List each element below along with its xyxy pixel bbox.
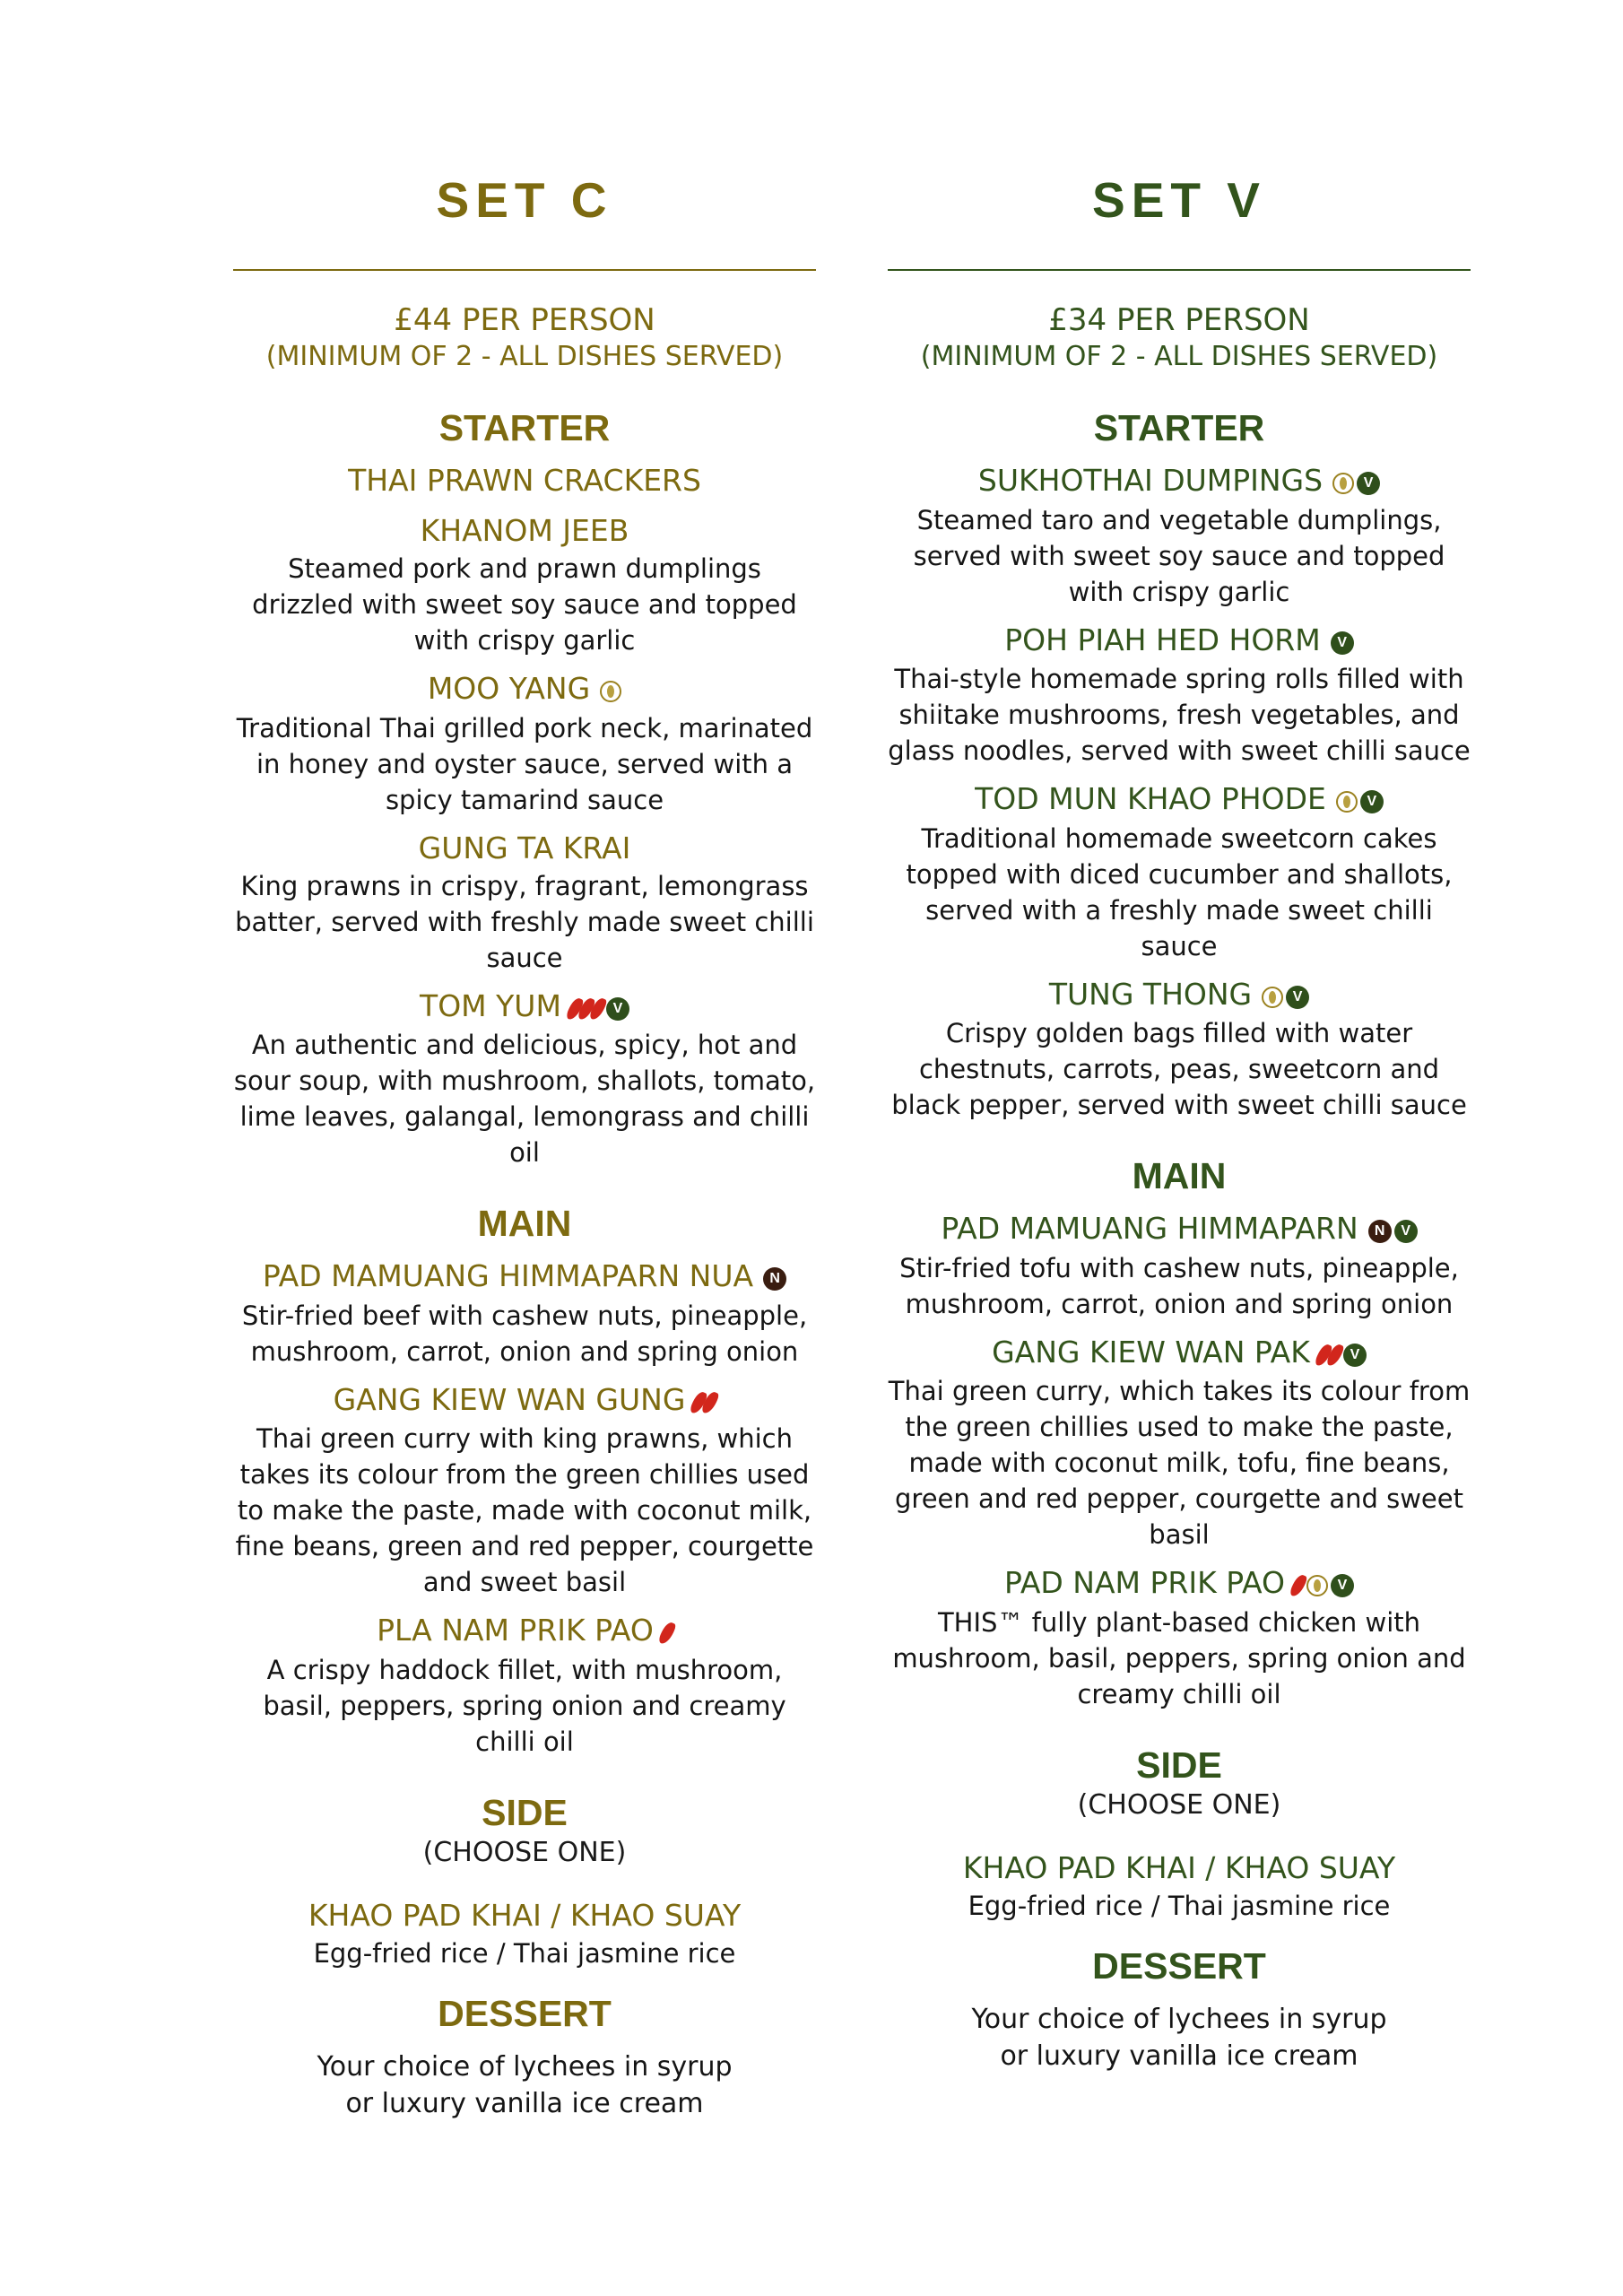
dish-item xyxy=(233,1611,816,1760)
dish-description: Traditional homemade sweetcorn cakes topped with diced cucumber and shallots, served with a freshly made sweet chilli sauce xyxy=(906,822,1453,961)
dish-description: Steamed pork and prawn dumplings drizzled with sweet soy sauce and topped with crispy garlic xyxy=(252,553,797,656)
price: £34 PER PERSON xyxy=(1048,302,1310,338)
dietary-icons xyxy=(692,1381,716,1421)
dish-name xyxy=(233,1257,816,1298)
dietary-icons xyxy=(1259,976,1309,1015)
specialty-icon xyxy=(1306,1575,1328,1596)
specialty-icon xyxy=(1332,473,1354,494)
dish-description: Egg-fried rice / Thai jasmine rice xyxy=(313,1937,736,1969)
dish-name xyxy=(888,779,1471,821)
minimum-note: (MINIMUM OF 2 - ALL DISHES SERVED) xyxy=(265,341,784,372)
dish-name-text: PLA NAM PRIK PAO xyxy=(377,1613,654,1648)
dish-name-text: GANG KIEW WAN PAK xyxy=(992,1334,1310,1370)
vegan-icon: V xyxy=(1331,631,1354,655)
set-title: SET C xyxy=(436,172,613,228)
vegan-icon: V xyxy=(1331,1574,1354,1597)
dish-name-text: PAD MAMUANG HIMMAPARN xyxy=(941,1211,1358,1246)
dish-description: Traditional Thai grilled pork neck, marinated in honey and oyster sauce, served with a spicy tamarind sauce xyxy=(236,712,813,815)
dish-description: King prawns in crispy, fragrant, lemongrass batter, served with freshly made sweet chilli sauce xyxy=(235,870,814,973)
starter-list xyxy=(888,461,1471,1123)
main-list xyxy=(233,1257,816,1760)
dish-item xyxy=(888,1563,1471,1712)
side-dish xyxy=(233,1896,816,1971)
dish-item xyxy=(233,1380,816,1601)
dietary-icons xyxy=(760,1258,786,1298)
dish-description: THIS™ fully plant-based chicken with mushroom, basil, peppers, spring onion and creamy chilli oil xyxy=(892,1606,1466,1709)
nut-icon: N xyxy=(763,1267,786,1291)
dish-name xyxy=(888,975,1471,1016)
dish-name-text: THAI PRAWN CRACKERS xyxy=(348,463,701,498)
starter-list xyxy=(233,461,816,1170)
dish-name xyxy=(233,669,816,710)
dietary-icons xyxy=(661,1613,673,1652)
section-title-dessert: DESSERT xyxy=(1092,1944,1266,1987)
section-title-side: SIDE xyxy=(1136,1744,1222,1786)
dish-item xyxy=(233,461,816,500)
dish-name-text: POH PIAH HED HORM xyxy=(1004,622,1321,657)
dish-item xyxy=(888,1209,1471,1322)
dish-description: Crispy golden bags filled with water chestnuts, carrots, peas, sweetcorn and black pepper, served with sweet chilli sauce xyxy=(891,1018,1467,1120)
dish-item xyxy=(888,1333,1471,1553)
dish-name xyxy=(233,461,816,500)
chilli-icon xyxy=(657,1621,677,1647)
dietary-icons xyxy=(597,671,621,710)
dish-item xyxy=(233,829,816,976)
vegan-icon: V xyxy=(1286,986,1309,1009)
dietary-icons xyxy=(1333,781,1384,821)
side-note: (CHOOSE ONE) xyxy=(422,1836,627,1868)
dish-item xyxy=(888,779,1471,964)
set-title: SET V xyxy=(1092,172,1266,228)
dish-name xyxy=(233,1380,816,1422)
dish-name-text: PAD NAM PRIK PAO xyxy=(1004,1565,1285,1600)
dish-item xyxy=(233,1257,816,1370)
dish-name xyxy=(888,461,1471,502)
dish-item xyxy=(888,975,1471,1124)
main-list xyxy=(888,1209,1471,1712)
dish-name xyxy=(888,1563,1471,1605)
vegan-icon: V xyxy=(606,997,629,1021)
section-title-main: MAIN xyxy=(1132,1155,1227,1196)
dish-description: Steamed taro and vegetable dumplings, served with sweet soy sauce and topped with crispy garlic xyxy=(913,504,1445,607)
price: £44 PER PERSON xyxy=(394,302,655,338)
dish-name-text: PAD MAMUANG HIMMAPARN NUA xyxy=(262,1258,754,1293)
section-title-starter: STARTER xyxy=(1093,407,1265,448)
title-divider xyxy=(888,269,1471,271)
set-content xyxy=(233,301,816,2122)
dish-name xyxy=(233,829,816,868)
nut-icon: N xyxy=(1368,1220,1392,1243)
dessert-text: Your choice of lychees in syrup or luxury vanilla ice cream xyxy=(971,2003,1387,2072)
specialty-icon xyxy=(600,681,621,702)
dish-name-text: GANG KIEW WAN GUNG xyxy=(333,1381,686,1417)
dish-item xyxy=(233,511,816,658)
dish-description: Stir-fried beef with cashew nuts, pineapple, mushroom, carrot, onion and spring onion xyxy=(241,1300,808,1367)
specialty-icon xyxy=(1262,987,1283,1008)
dish-name: KHAO PAD KHAI / KHAO SUAY xyxy=(308,1897,742,1933)
dish-item xyxy=(888,461,1471,610)
dish-item xyxy=(233,669,816,818)
set-content xyxy=(888,301,1471,2074)
dish-name xyxy=(888,1333,1471,1374)
vegan-icon: V xyxy=(1343,1344,1367,1367)
dish-item xyxy=(888,621,1471,770)
dish-name xyxy=(233,511,816,551)
dietary-icons xyxy=(1330,463,1380,502)
dish-name-text: KHANOM JEEB xyxy=(420,513,629,548)
dietary-icons xyxy=(1366,1211,1418,1250)
title-divider xyxy=(233,269,816,271)
dessert-text: Your choice of lychees in syrup or luxury vanilla ice cream xyxy=(317,2050,733,2119)
dish-name xyxy=(233,987,816,1028)
vegan-icon: V xyxy=(1394,1220,1418,1243)
dish-name-text: TUNG THONG xyxy=(1048,976,1253,1012)
section-title-main: MAIN xyxy=(477,1203,572,1244)
dish-name-text: TOD MUN KHAO PHODE xyxy=(975,781,1326,816)
dish-description: Stir-fried tofu with cashew nuts, pineapple, mushroom, carrot, onion and spring onion xyxy=(899,1252,1459,1319)
dish-description: A crispy haddock fillet, with mushroom, basil, peppers, spring onion and creamy chilli oil xyxy=(263,1654,786,1757)
dietary-icons xyxy=(1292,1565,1354,1605)
section-title-side: SIDE xyxy=(482,1791,568,1833)
dish-description: Egg-fried rice / Thai jasmine rice xyxy=(968,1890,1391,1921)
dish-description: Thai green curry, which takes its colour from the green chillies used to make the paste, made with coconut milk, tofu, fine beans, green and red pepper, courgette and sweet basil xyxy=(888,1376,1471,1550)
dish-description: An authentic and delicious, spicy, hot and sour soup, with mushroom, shallots, tomato, lime leaves, galangal, lemongrass and chilli oil xyxy=(233,1030,816,1168)
minimum-note: (MINIMUM OF 2 - ALL DISHES SERVED) xyxy=(920,341,1438,372)
dish-item xyxy=(233,987,816,1171)
chilli-icon xyxy=(1289,1573,1308,1599)
vegan-icon: V xyxy=(1357,472,1380,495)
dish-name xyxy=(233,1611,816,1652)
specialty-icon xyxy=(1336,791,1358,813)
dish-description: Thai green curry with king prawns, which takes its colour from the green chillies used to make the paste, made with coconut milk, fine beans, green and red pepper, courgette and sweet basil xyxy=(235,1423,814,1597)
dish-name-text: TOM YUM xyxy=(420,987,561,1023)
vegan-icon: V xyxy=(1360,790,1384,813)
dish-name xyxy=(888,1209,1471,1250)
dish-description: Thai-style homemade spring rolls filled with shiitake mushrooms, fresh vegetables, and glass noodles, served with sweet chilli sauce xyxy=(888,664,1471,766)
dish-name xyxy=(888,621,1471,662)
dish-name-text: GUNG TA KRAI xyxy=(418,830,631,865)
section-title-dessert: DESSERT xyxy=(438,1992,612,2034)
side-dish xyxy=(888,1848,1471,1924)
side-note: (CHOOSE ONE) xyxy=(1077,1788,1281,1821)
dish-name-text: MOO YANG xyxy=(427,671,591,706)
dish-name-text: SUKHOTHAI DUMPINGS xyxy=(977,463,1324,498)
dietary-icons xyxy=(568,987,629,1027)
dietary-icons xyxy=(1328,622,1354,661)
section-title-starter: STARTER xyxy=(438,407,611,448)
dietary-icons xyxy=(1317,1334,1367,1373)
dish-name: KHAO PAD KHAI / KHAO SUAY xyxy=(962,1849,1396,1885)
